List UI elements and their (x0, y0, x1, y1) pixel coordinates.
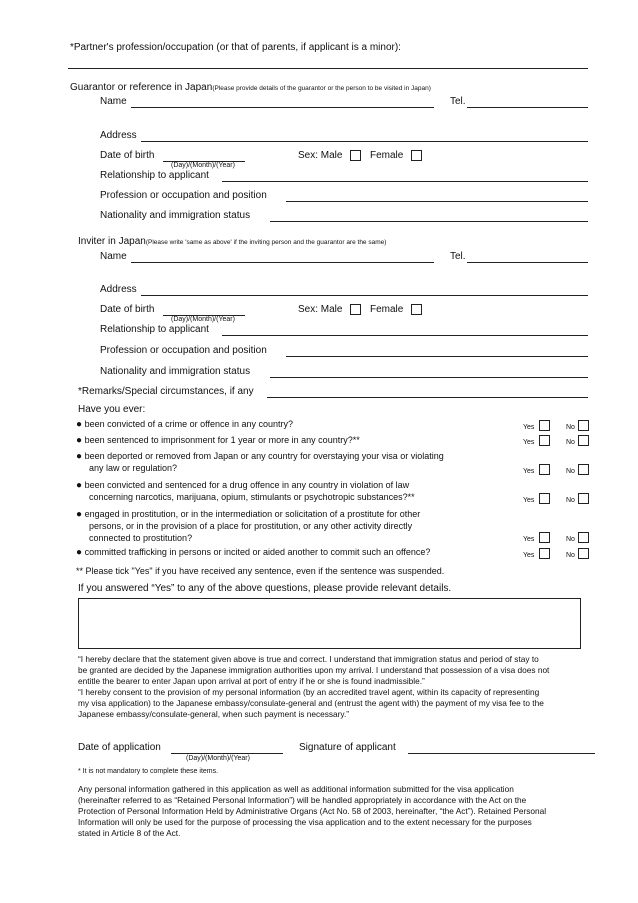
privacy-line-5: stated in Article 8 of the Act. (78, 828, 181, 838)
not-mandatory-note: * It is not mandatory to complete these items. (78, 768, 219, 775)
guarantor-address-field[interactable] (141, 141, 588, 142)
no-label: No (566, 424, 575, 431)
question-3-text-b: any law or regulation? (89, 463, 178, 473)
inviter-sex-label: Sex: Male (298, 304, 343, 315)
q2-yes-checkbox[interactable] (539, 435, 550, 446)
tick-note: ** Please tick "Yes" if you have received any sentence, even if the sentence was suspended. (76, 566, 445, 576)
guarantor-address-label: Address (100, 130, 137, 141)
inviter-nationality-field[interactable] (270, 377, 588, 378)
guarantor-heading: Guarantor or reference in Japan (70, 82, 213, 93)
q6-yes-checkbox[interactable] (539, 548, 550, 559)
privacy-line-3: Protection of Personal Information Held by Administrative Organs (Act No. 58 of 2003, hereinafter, “the Act”). Retained Personal (78, 806, 547, 816)
yes-label: Yes (523, 439, 535, 446)
inviter-name-field[interactable] (131, 262, 434, 263)
guarantor-nationality-label: Nationality and immigration status (100, 210, 251, 221)
q4-yes-checkbox[interactable] (539, 493, 550, 504)
guarantor-dob-label: Date of birth (100, 150, 155, 161)
yes-label: Yes (523, 424, 535, 431)
guarantor-sex-label: Sex: Male (298, 150, 343, 161)
guarantor-tel-field[interactable] (467, 107, 588, 108)
bullet-icon: ● (76, 480, 83, 491)
declaration-line-6: Japanese embassy/consulate-general, when such payment is necessary.” (78, 709, 350, 719)
bullet-icon: ● (76, 451, 83, 462)
remarks-label: *Remarks/Special circumstances, if any (78, 386, 254, 397)
no-label: No (566, 468, 575, 475)
inviter-male-checkbox[interactable] (350, 304, 361, 315)
question-3 (76, 451, 444, 462)
inviter-dob-label: Date of birth (100, 304, 155, 315)
guarantor-dob-format: (Day)/(Month)/(Year) (171, 162, 235, 169)
guarantor-name-field[interactable] (131, 107, 434, 108)
question-6-text: committed trafficking in persons or incited or aided another to commit such an offence? (84, 547, 431, 557)
signature-field[interactable] (408, 753, 595, 754)
guarantor-profession-field[interactable] (286, 201, 588, 202)
q2-no-checkbox[interactable] (578, 435, 589, 446)
inviter-profession-field[interactable] (286, 356, 588, 357)
guarantor-nationality-field[interactable] (270, 221, 588, 222)
guarantor-relationship-label: Relationship to applicant (100, 170, 209, 181)
guarantor-name-label: Name (100, 96, 127, 107)
inviter-name-label: Name (100, 251, 127, 262)
q5-yes-checkbox[interactable] (539, 532, 550, 543)
signature-label: Signature of applicant (299, 742, 396, 753)
declaration-line-3: entitle the bearer to enter Japan upon arrival at port of entry if he or she is found inadmissible.” (78, 676, 425, 686)
guarantor-note: (Please provide details of the guarantor or the person to be visited in Japan) (212, 85, 431, 92)
guarantor-relationship-field[interactable] (222, 181, 588, 182)
inviter-female-label: Female (370, 304, 404, 315)
q6-no-checkbox[interactable] (578, 548, 589, 559)
yes-label: Yes (523, 468, 535, 475)
inviter-female-checkbox[interactable] (411, 304, 422, 315)
privacy-line-1: Any personal information gathered in this application as well as additional information submitted for the visa application (78, 784, 514, 794)
declaration-line-1: “I hereby declare that the statement given above is true and correct. I understand that immigration status and period of stay to (78, 654, 539, 664)
question-2 (76, 435, 360, 446)
question-5-text-c: connected to prostitution? (89, 533, 193, 543)
date-of-application-label: Date of application (78, 742, 161, 753)
question-4 (76, 480, 409, 491)
privacy-line-4: Information will only be used for the purpose of processing the visa application and to the extent necessary for the purposes (78, 817, 532, 827)
bullet-icon: ● (76, 435, 83, 446)
yes-label: Yes (523, 536, 535, 543)
partner-occupation-label: *Partner's profession/occupation (or that of parents, if applicant is a minor): (70, 42, 401, 53)
guarantor-profession-label: Profession or occupation and position (100, 190, 267, 201)
declaration-line-2: be granted are decided by the Japanese immigration authorities upon my arrival. I understand that possession of a visa does not (78, 665, 550, 675)
question-4-text-b: concerning narcotics, marijuana, opium, stimulants or psychotropic substances?** (89, 492, 415, 502)
question-5 (76, 509, 420, 520)
q4-no-checkbox[interactable] (578, 493, 589, 504)
details-textbox[interactable] (78, 598, 581, 649)
date-of-application-field[interactable] (171, 753, 283, 754)
guarantor-female-label: Female (370, 150, 404, 161)
yes-label: Yes (523, 552, 535, 559)
question-2-text: been sentenced to imprisonment for 1 year or more in any country?** (84, 435, 360, 445)
bullet-icon: ● (76, 509, 83, 520)
guarantor-heading-row (70, 77, 431, 95)
question-5-text-a: engaged in prostitution, or in the intermediation or solicitation of a prostitute for other (84, 509, 421, 519)
no-label: No (566, 497, 575, 504)
declaration-line-4: “I hereby consent to the provision of my personal information (by an accredited travel agent, within its capacity of representing (78, 687, 540, 697)
question-5-text-b: persons, or in the provision of a place for prostitution, or any other activity directly (89, 521, 413, 531)
bullet-icon: ● (76, 419, 83, 430)
q3-no-checkbox[interactable] (578, 464, 589, 475)
yes-label: Yes (523, 497, 535, 504)
inviter-address-field[interactable] (141, 295, 588, 296)
guarantor-male-checkbox[interactable] (350, 150, 361, 161)
inviter-profession-label: Profession or occupation and position (100, 345, 267, 356)
inviter-relationship-label: Relationship to applicant (100, 324, 209, 335)
inviter-tel-field[interactable] (467, 262, 588, 263)
date-format: (Day)/(Month)/(Year) (186, 755, 250, 762)
guarantor-tel-label: Tel. (450, 96, 466, 107)
declaration-line-5: my visa application) to the Japanese embassy/consulate-general and (entrust the agent with) the payment of my visa fee to the (78, 698, 544, 708)
question-1-text: been convicted of a crime or offence in any country? (84, 419, 294, 429)
inviter-tel-label: Tel. (450, 251, 466, 262)
inviter-relationship-field[interactable] (222, 335, 588, 336)
no-label: No (566, 439, 575, 446)
question-4-text-a: been convicted and sentenced for a drug offence in any country in violation of law (84, 480, 410, 490)
bullet-icon: ● (76, 547, 83, 558)
inviter-note: (Please write 'same as above' if the inviting person and the guarantor are the same) (145, 239, 387, 246)
q5-no-checkbox[interactable] (578, 532, 589, 543)
partner-occupation-field[interactable] (68, 68, 588, 69)
have-you-ever-label: Have you ever: (78, 404, 146, 415)
question-1 (76, 419, 293, 430)
no-label: No (566, 552, 575, 559)
q3-yes-checkbox[interactable] (539, 464, 550, 475)
inviter-address-label: Address (100, 284, 137, 295)
q1-yes-checkbox[interactable] (539, 420, 550, 431)
no-label: No (566, 536, 575, 543)
inviter-dob-format: (Day)/(Month)/(Year) (171, 316, 235, 323)
privacy-line-2: (hereinafter referred to as “Retained Personal Information”) will be handled appropriately in accordance with the Act on the (78, 795, 527, 805)
question-3-text-a: been deported or removed from Japan or any country for overstaying your visa or violating (84, 451, 444, 461)
inviter-heading: Inviter in Japan (78, 236, 146, 247)
inviter-heading-row (78, 231, 386, 249)
question-6 (76, 547, 430, 558)
q1-no-checkbox[interactable] (578, 420, 589, 431)
inviter-nationality-label: Nationality and immigration status (100, 366, 251, 377)
details-prompt: If you answered “Yes” to any of the above questions, please provide relevant details. (78, 583, 452, 594)
remarks-field[interactable] (267, 397, 588, 398)
guarantor-female-checkbox[interactable] (411, 150, 422, 161)
